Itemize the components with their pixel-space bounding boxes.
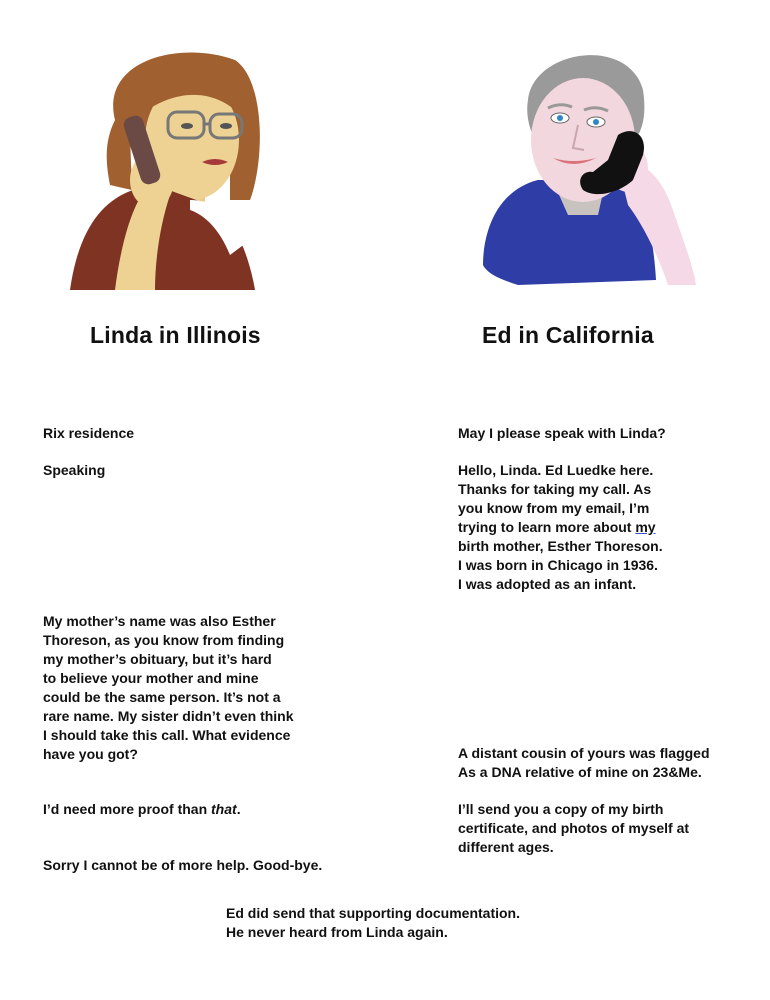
linda-line-3: My mother’s name was also Esther Thoreson, as you know from finding my mother’s obituary, but it’s hard to believe your mother and mine could be the same person. It’s not a rare name. My sister didn’t even think I should take this call. What evidence have you got? (43, 613, 294, 762)
ed-line-3: A distant cousin of yours was flagged As a DNA relative of mine on 23&Me. (458, 745, 710, 780)
epilogue: Ed did send that supporting documentation. He never heard from Linda again. (226, 905, 520, 940)
linda-line-1: Rix residence (43, 425, 135, 441)
linda-name-label: Linda in Illinois (90, 322, 261, 348)
ed-name-label: Ed in California (482, 322, 654, 348)
linda-line-2: Speaking (43, 462, 106, 478)
ed-line-1: May I please speak with Linda? (458, 425, 666, 441)
linda-line-5: Sorry I cannot be of more help. Good-bye. (43, 857, 323, 873)
ed-line-2 (458, 461, 663, 594)
linda-line-4-emphasis: that (211, 801, 237, 817)
linda-line-4-start: I’d need more proof than (43, 801, 212, 817)
linda-line-4 (43, 800, 241, 819)
linda-portrait (60, 40, 270, 305)
ed-line-2-start: Hello, Linda. Ed Luedke here. Thanks for taking my call. As you know from my email, I’m trying to learn more about (458, 462, 654, 535)
ed-line-2-end: birth mother, Esther Thoreson. I was born in Chicago in 1936. I was adopted as an infant. (458, 538, 663, 592)
ed-portrait (478, 40, 700, 295)
ed-line-2-underlined: my (635, 519, 656, 535)
linda-line-4-end: . (236, 801, 241, 817)
ed-line-4: I’ll send you a copy of my birth certificate, and photos of myself at different ages. (458, 801, 690, 855)
